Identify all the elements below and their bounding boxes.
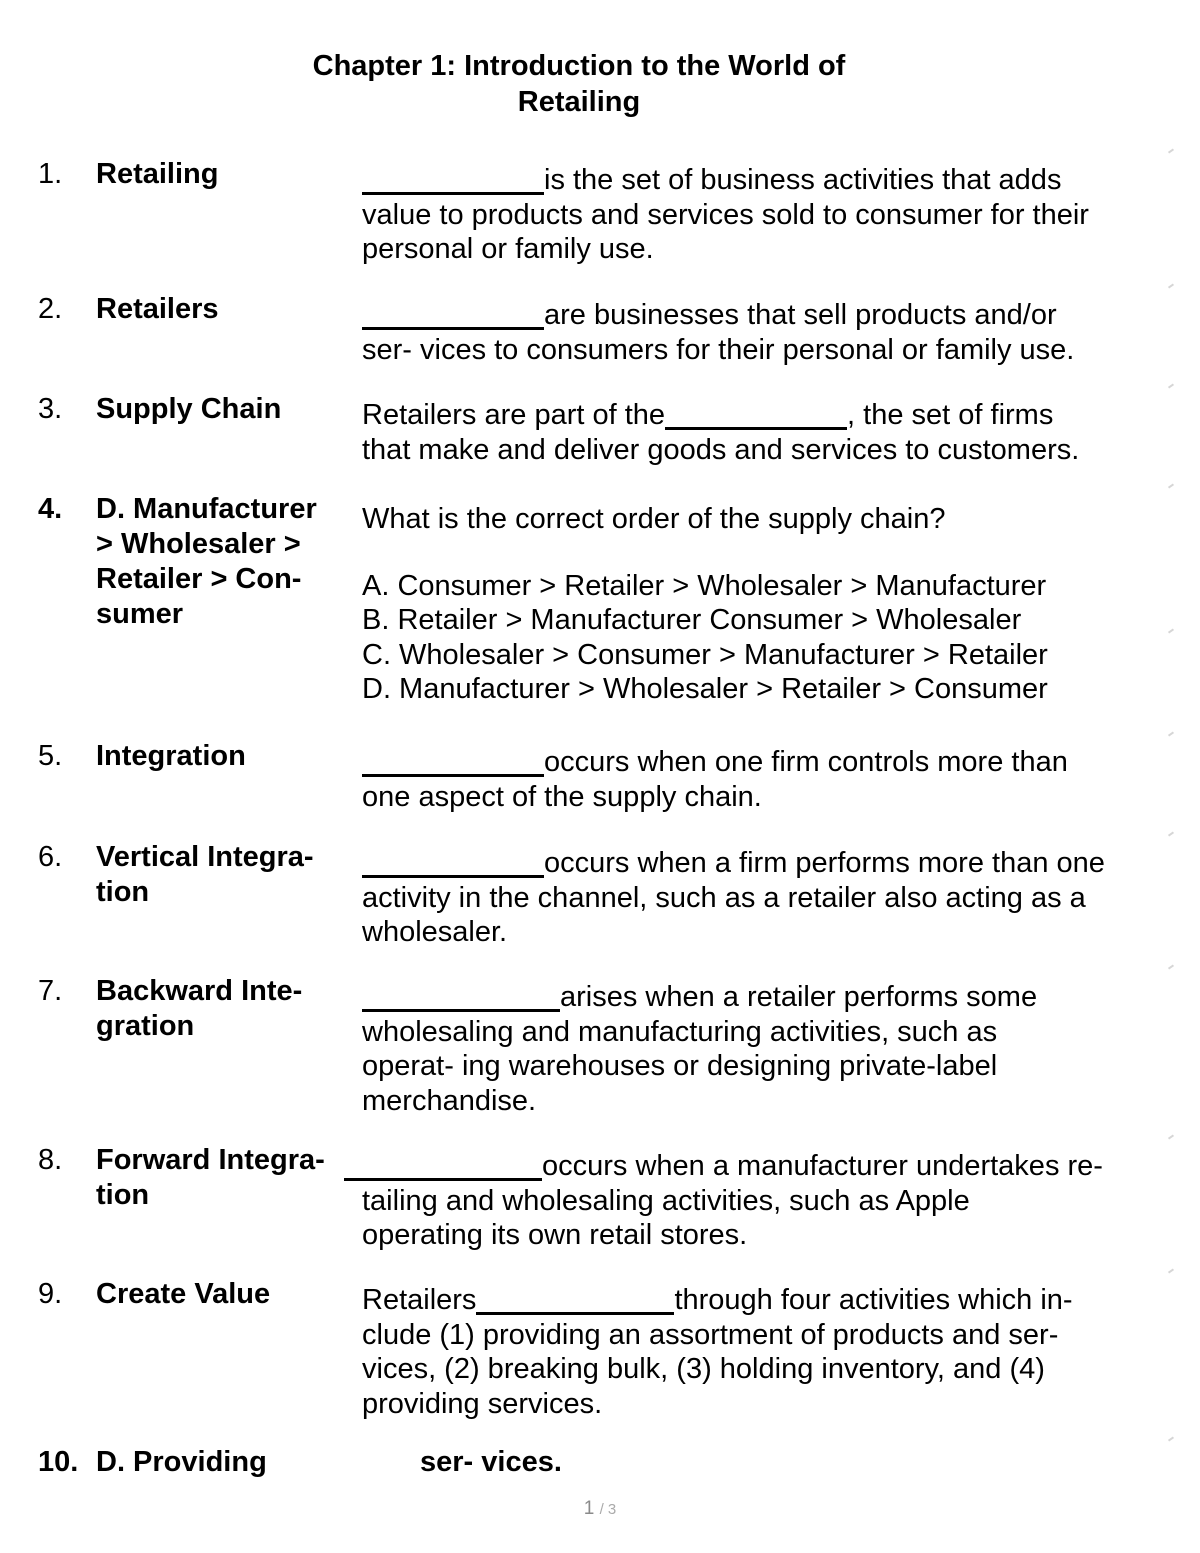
item-number: 4. [38,493,63,525]
answer-blank [476,1283,674,1315]
item-number: 3. [38,393,63,425]
term-answer: Retailers [96,293,219,325]
term-answer: Forward Integra- tion [96,1144,325,1211]
term-answer: D. Providing [96,1446,267,1478]
item-number: 5. [38,740,63,772]
scan-mark [1168,731,1174,736]
term-answer: Integration [96,740,246,772]
title-line-1: Chapter 1: Introduction to the World of [312,50,846,82]
term-answer: Vertical Integra- tion [96,841,314,908]
term-answer: Create Value [96,1278,271,1310]
option-b: B. Retailer > Manufacturer Consumer > Wholesaler [362,604,1022,636]
item-number: 2. [38,293,63,325]
term-answer: Supply Chain [96,393,282,425]
answer-blank [362,163,544,195]
item-number: 8. [38,1144,63,1176]
answer-blank [665,398,847,430]
item-number: 9. [38,1278,63,1310]
item-number: 6. [38,841,63,873]
multiple-choice [362,502,1162,707]
scan-mark [1168,1436,1174,1441]
page-number: 1 [583,1498,595,1519]
answer-blank [344,1149,542,1181]
answer-blank [362,846,544,878]
scan-mark [1168,283,1174,288]
answer-blank [362,298,544,330]
title-line-2: Retailing [517,86,641,118]
scan-mark [1168,383,1174,388]
question-text: What is the correct order of the supply chain? [362,503,946,535]
page-title [0,48,1158,120]
scan-mark [1168,964,1174,969]
answer-blank [362,745,544,777]
definition: arises when a retailer performs some wholesaling and manufacturing activities, such as operat- ing warehouses or designing private-label merchandise. [362,981,1038,1117]
page-total: / 3 [599,1501,617,1518]
scan-mark [1168,628,1174,633]
definition: are businesses that sell products and/or ser- vices to consumers for their personal or family use. [362,299,1075,366]
definition: is the set of business activities that adds value to products and services sold to consumer for their personal or family use. [362,164,1089,265]
definition: occurs when one firm controls more than one aspect of the supply chain. [362,746,1068,813]
definition: Retailers are part of the , the set of firms that make and deliver goods and services to customers. [362,399,1080,466]
definition: occurs when a manufacturer undertakes re- tailing and wholesaling activities, such as Apple operating its own retail stores. [344,1143,1144,1253]
page-indicator [0,1498,1200,1520]
scan-mark [1168,483,1174,488]
term-answer: D. Manufacturer > Wholesaler > Retailer > Con- sumer [96,493,317,630]
item-number: 1. [38,158,63,190]
term-answer: Backward Inte- gration [96,975,303,1042]
definition: Retailers through four activities which in- clude (1) providing an assortment of products and ser- vices, (2) breaking bulk, (3) holding inventory, and (4) providing services. [362,1284,1073,1420]
definition: occurs when a firm performs more than one activity in the channel, such as a retailer also acting as a wholesaler. [362,847,1105,948]
option-c: C. Wholesaler > Consumer > Manufacturer > Retailer [362,638,1048,671]
option-a: A. Consumer > Retailer > Wholesaler > Manufacturer [362,569,1047,602]
trailing-text: ser- vices. [420,1446,562,1478]
scan-mark [1168,148,1174,153]
item-number: 10. [38,1446,79,1478]
answer-blank [362,980,560,1012]
item-number: 7. [38,975,63,1007]
scan-mark [1168,1268,1174,1273]
term-answer: Retailing [96,158,219,190]
scan-mark [1168,831,1174,836]
scan-mark [1168,1134,1174,1139]
option-d: D. Manufacturer > Wholesaler > Retailer > Consumer [362,673,1048,705]
